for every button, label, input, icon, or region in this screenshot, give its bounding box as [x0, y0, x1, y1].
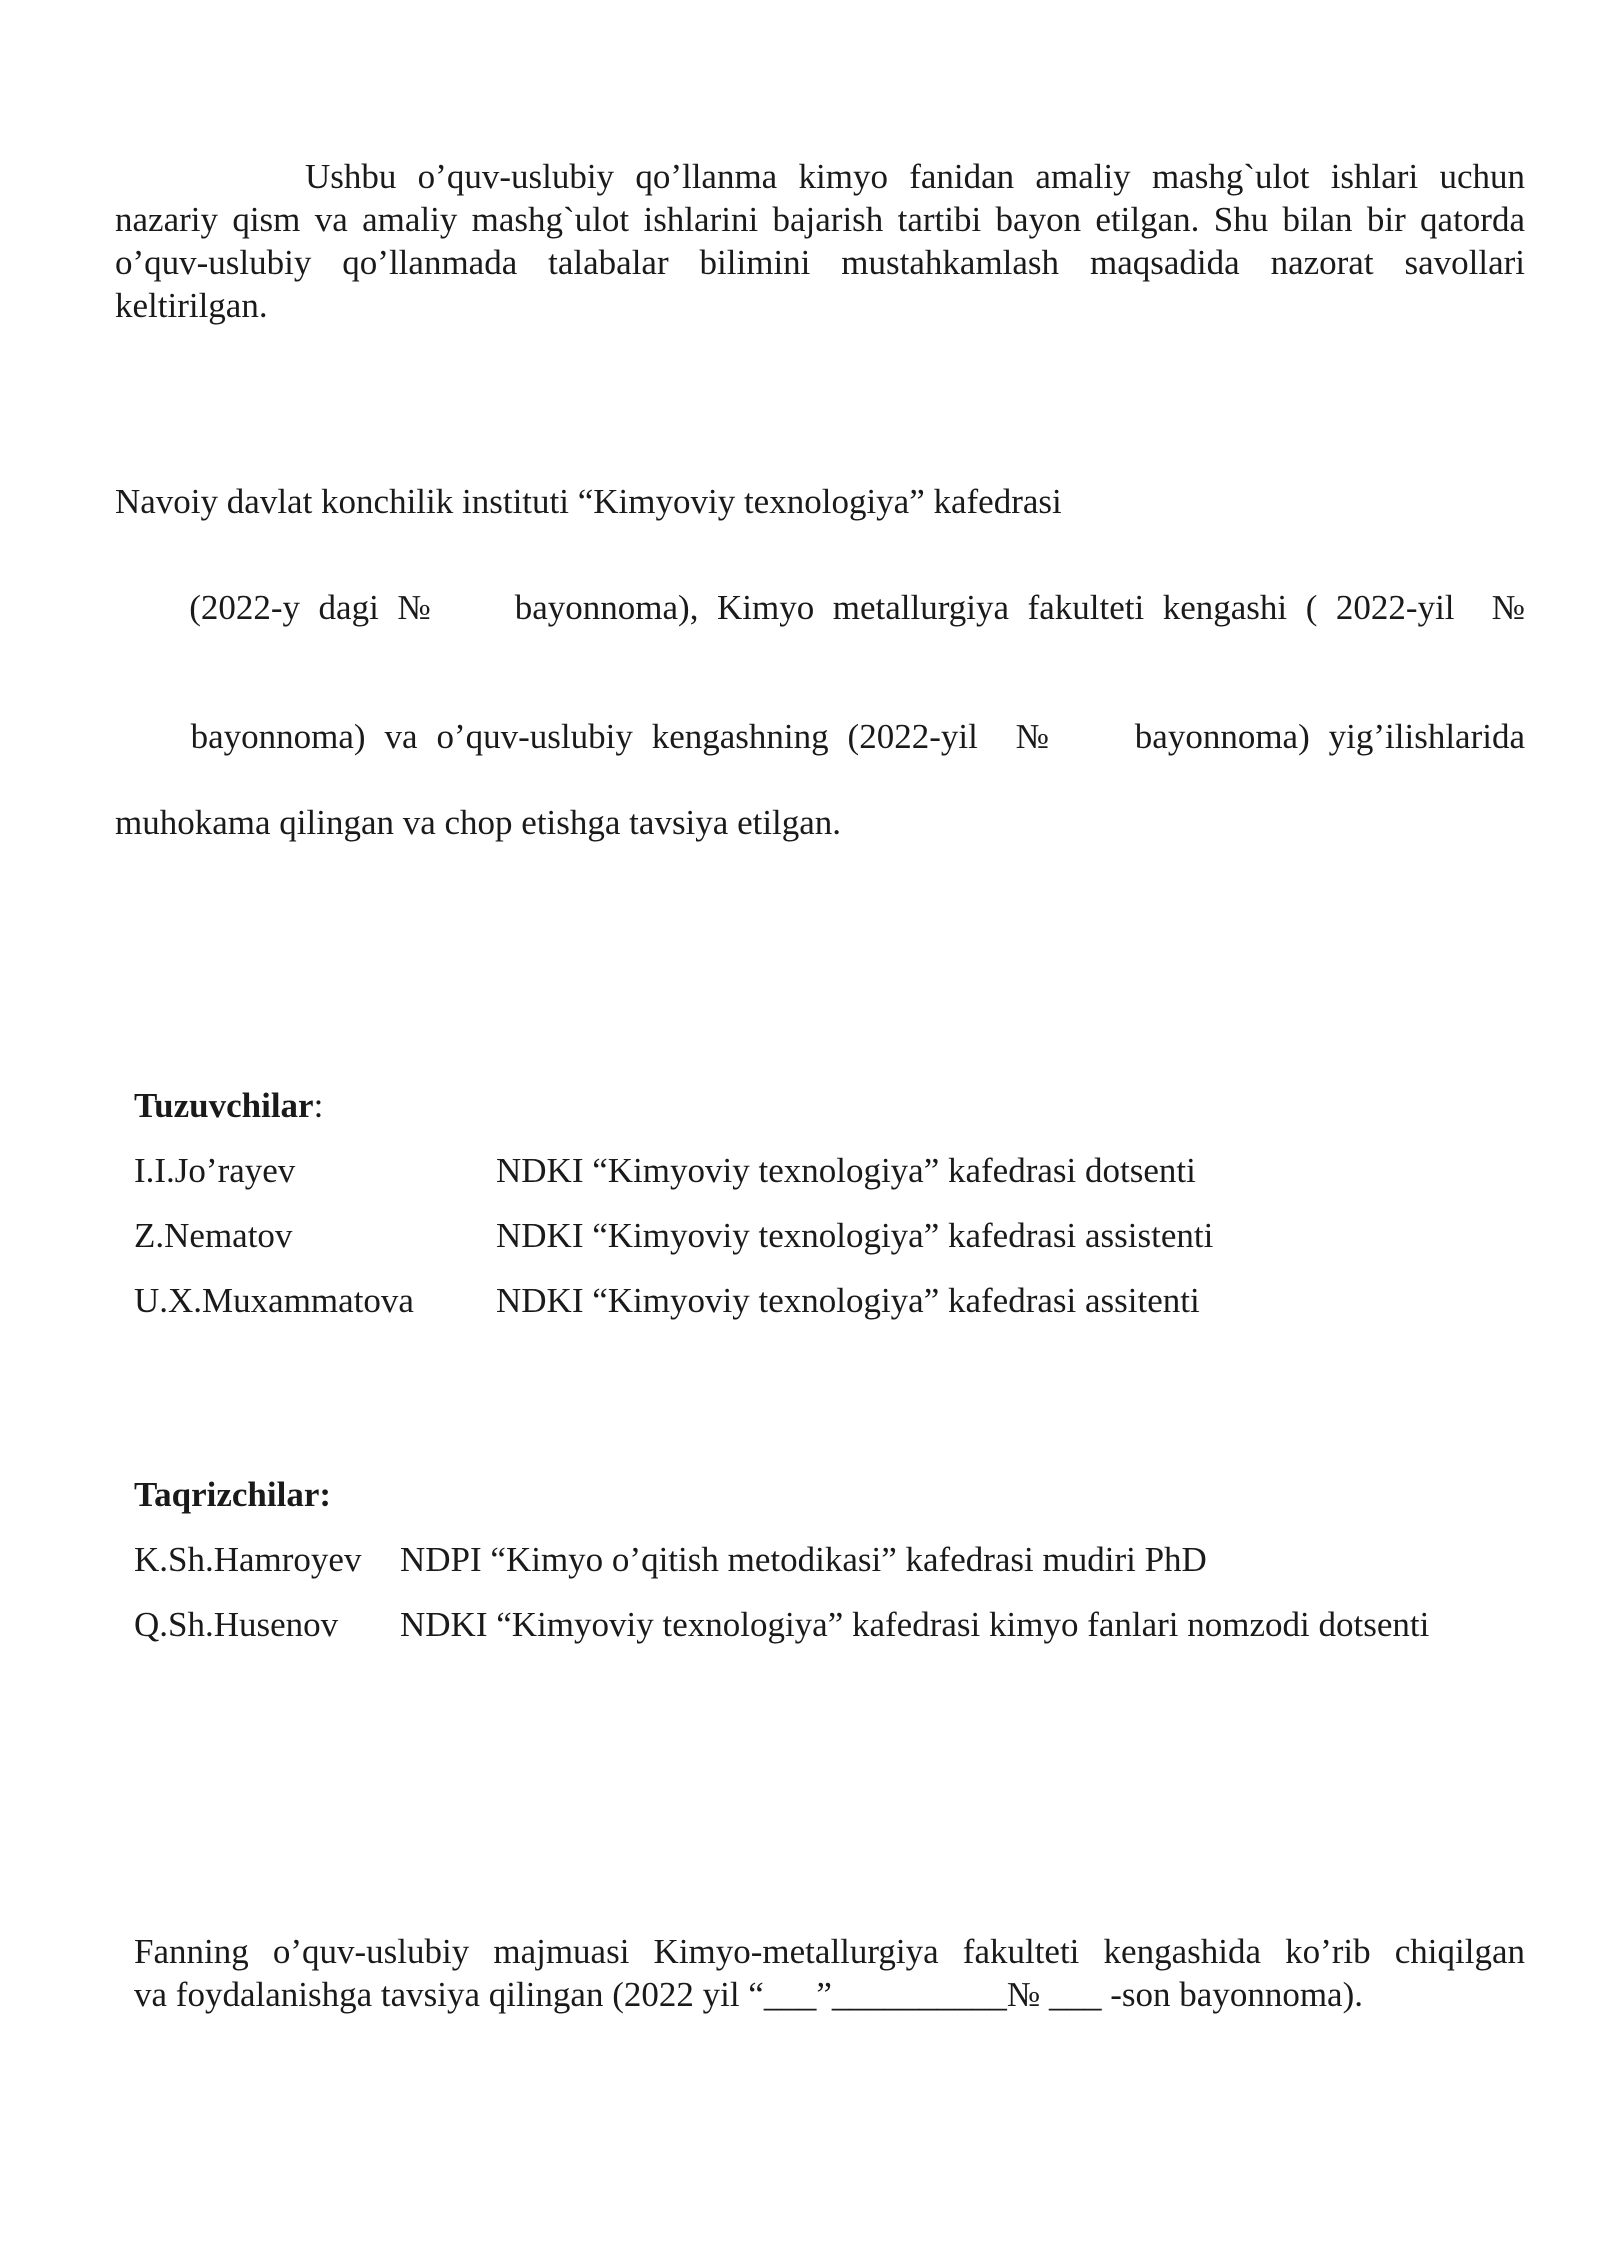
author-name: Z.Nematov — [134, 1216, 293, 1255]
approval-paragraph — [115, 543, 1525, 844]
authors-heading-colon: : — [313, 1086, 324, 1125]
reviewer-row — [134, 1603, 338, 1646]
authors-heading-text: Tuzuvchilar — [134, 1086, 314, 1125]
approval-line-3: muhokama qilingan va chop etishga tavsiya etilgan. — [115, 803, 842, 842]
intro-line-1: Ushbu o’quv-uslubiy qo’llanma kimyo fanidan amaliy mashg`ulot ishlari uchun — [305, 157, 1525, 196]
reviewers-heading-text: Taqrizchilar: — [134, 1475, 332, 1514]
author-row — [134, 1214, 292, 1257]
footer-line-2: va foydalanishga tavsiya qilingan (2022 yil “___”__________№ ___ -son bayonnoma). — [134, 1975, 1363, 2014]
reviewer-row — [134, 1538, 361, 1581]
approval-line-2: bayonnoma) va o’quv-uslubiy kengashning (2022-yil № bayonnoma) yig’ilishlarida — [190, 717, 1526, 756]
author-role: NDKI “Kimyoviy texnologiya” kafedrasi assistenti — [496, 1216, 1214, 1255]
approval-heading-text: Navoiy davlat konchilik instituti “Kimyoviy texnologiya” kafedrasi — [115, 482, 1062, 521]
intro-line-2: nazariy qism va amaliy mashg`ulot ishlarini bajarish tartibi bayon etilgan. Shu bilan bir qatorda — [115, 200, 1525, 239]
footer-line-1: Fanning o’quv-uslubiy majmuasi Kimyo-metallurgiya fakulteti kengashida ko’rib chiqilgan — [134, 1932, 1525, 1971]
reviewers-heading — [134, 1473, 331, 1516]
intro-line-3: o’quv-uslubiy qo’llanmada talabalar bilimini mustahkamlash maqsadida nazorat savollari — [115, 243, 1525, 282]
intro-paragraph — [115, 155, 1525, 327]
intro-line-4: keltirilgan. — [115, 286, 268, 325]
author-row — [134, 1149, 295, 1192]
author-row — [134, 1279, 414, 1322]
approval-line-1: (2022-y dagi № bayonnoma), Kimyo metallurgiya fakulteti kengashi ( 2022-yil № — [189, 588, 1526, 627]
footer-paragraph — [134, 1930, 1525, 2016]
reviewer-role: NDPI “Kimyo o’qitish metodikasi” kafedrasi mudiri PhD — [400, 1540, 1207, 1579]
author-role: NDKI “Kimyoviy texnologiya” kafedrasi dotsenti — [496, 1151, 1196, 1190]
author-name: U.X.Muxammatova — [134, 1281, 414, 1320]
author-role: NDKI “Kimyoviy texnologiya” kafedrasi assitenti — [496, 1281, 1200, 1320]
authors-heading — [134, 1084, 323, 1127]
reviewer-name: K.Sh.Hamroyev — [134, 1540, 362, 1579]
author-name: I.I.Jo’rayev — [134, 1151, 296, 1190]
reviewer-role: NDKI “Kimyoviy texnologiya” kafedrasi kimyo fanlari nomzodi dotsenti — [400, 1605, 1430, 1644]
approval-heading — [115, 480, 1525, 523]
reviewer-name: Q.Sh.Husenov — [134, 1605, 339, 1644]
